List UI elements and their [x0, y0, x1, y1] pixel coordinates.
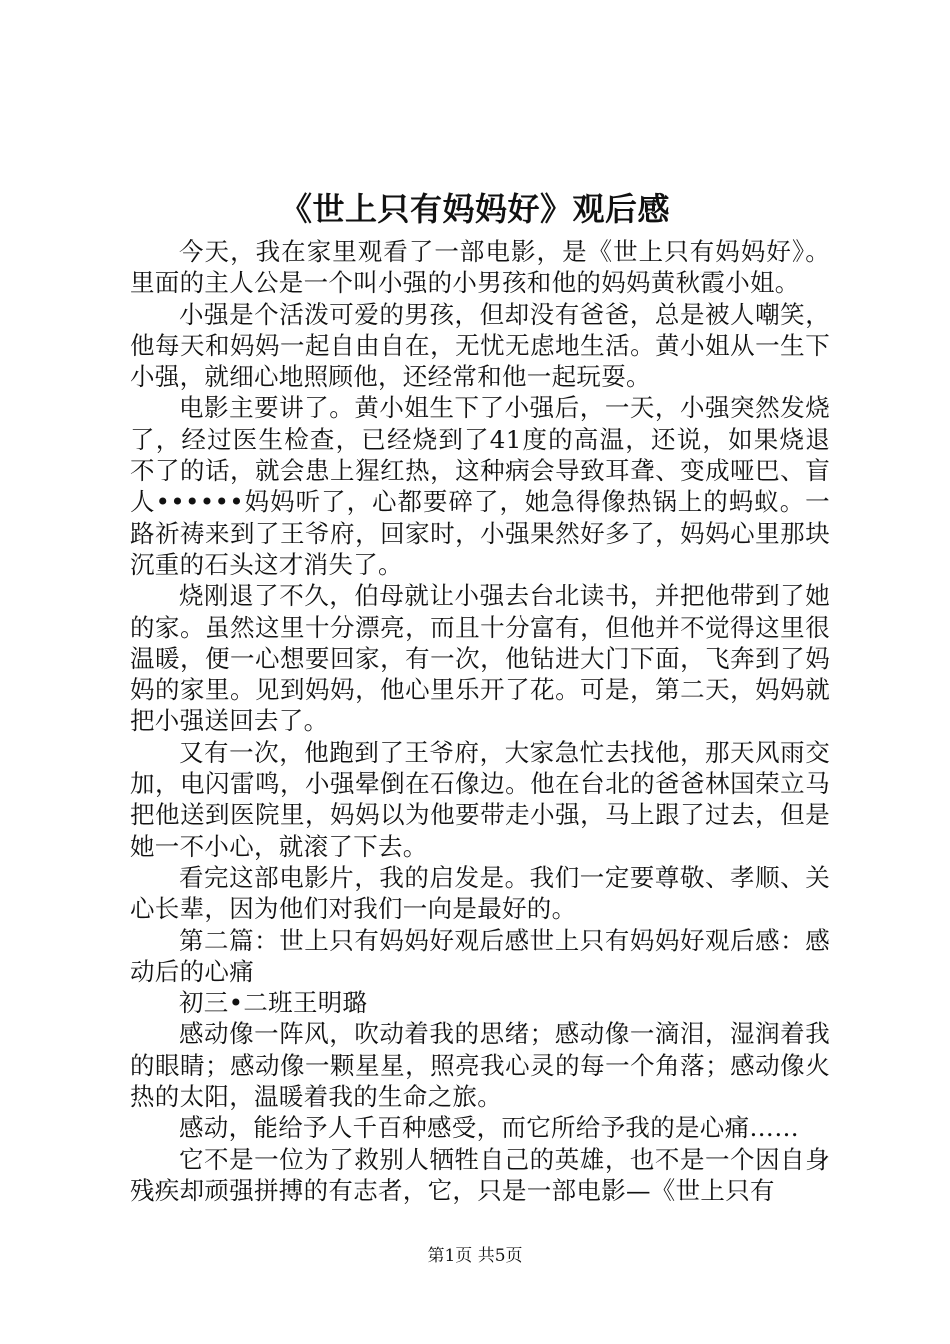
- page-number-footer: 第1页 共5页: [427, 1246, 523, 1266]
- paragraph: 看完这部电影片，我的启发是。我们一定要尊敬、孝顺、关心长辈，因为他们对我们一向是最好的。: [130, 862, 830, 924]
- section-heading: 第二篇：世上只有妈妈好观后感世上只有妈妈好观后感：感动后的心痛: [130, 925, 830, 986]
- paragraph: 感动，能给予人千百种感受，而它所给予我的是心痛……: [179, 1113, 799, 1143]
- paragraph: 今天，我在家里观看了一部电影，是《世上只有妈妈好》。里面的主人公是一个叫小强的小男孩和他的妈妈黄秋霞小姐。: [130, 237, 830, 298]
- paragraph: 感动像一阵风，吹动着我的思绪；感动像一滴泪，湿润着我的眼睛；感动像一颗星星，照亮我心灵的每一个角落；感动像火热的太阳，温暖着我的生命之旅。: [130, 1019, 830, 1112]
- document-title: 《世上只有妈妈好》观后感: [279, 190, 670, 228]
- paragraph: 小强是个活泼可爱的男孩，但却没有爸爸，总是被人嘲笑，他每天和妈妈一起自由自在，无忧无虑地生活。黄小姐从一生下小强，就细心地照顾他，还经常和他一起玩耍。: [130, 299, 830, 392]
- paragraph: 电影主要讲了。黄小姐生下了小强后，一天，小强突然发烧了，经过医生检查，已经烧到了41度的高温，还说，如果烧退不了的话，就会患上猩红热，这种病会导致耳聋、变成哑巴、盲人••••••妈妈听了，心都要碎了，她急得像热锅上的蚂蚁。一路祈祷来到了王爷府，回家时，小强果然好多了，妈妈心里那块沉重的石头这才消失了。: [130, 393, 830, 579]
- paragraph: 又有一次，他跑到了王爷府，大家急忙去找他，那天风雨交加，电闪雷鸣，小强晕倒在石像边。他在台北的爸爸林国荣立马把他送到医院里，妈妈以为他要带走小强，马上跟了过去，但是她一不小心，就滚了下去。: [130, 737, 830, 861]
- paragraph: 烧刚退了不久，伯母就让小强去台北读书，并把他带到了她的家。虽然这里十分漂亮，而且十分富有，但他并不觉得这里很温暖，便一心想要回家，有一次，他钻进大门下面，飞奔到了妈妈的家里。见到妈妈，他心里乐开了花。可是，第二天，妈妈就把小强送回去了。: [130, 581, 830, 736]
- paragraph: 它不是一位为了救别人牺牲自己的英雄，也不是一个因自身残疾却顽强拼搏的有志者，它，只是一部电影—《世上只有: [130, 1144, 830, 1205]
- document-body: [130, 236, 830, 1206]
- author-line: 初三•二班王明璐: [179, 988, 368, 1018]
